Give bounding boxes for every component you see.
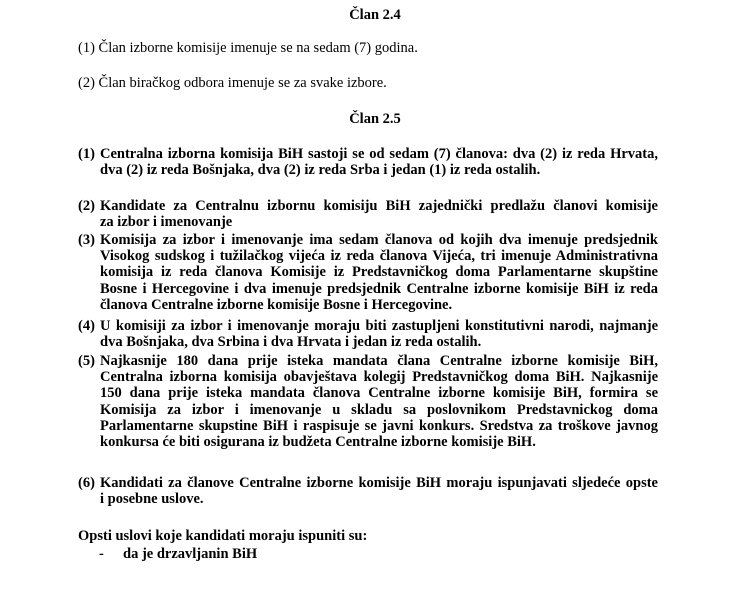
item-line: za izbor i imenovanje: [100, 214, 233, 231]
article-2-4-paragraph-2: (2) Član biračkog odbora imenuje se za svake izbore.: [78, 75, 387, 91]
item-line: Bosne i Hercegovine i dva imenuje predsjednik Centralne izborne komisije BiH iz reda: [100, 280, 658, 297]
item-line: 150 dana prije isteka mandata članova Centralne izborne komisije BiH, formira se: [100, 385, 658, 402]
item-number: (5): [78, 353, 95, 369]
item-line: U komisiji za izbor i imenovanje moraju biti zastupljeni konstitutivni narodi, najmanje: [100, 318, 658, 334]
item-number: (1): [78, 146, 95, 162]
item-line: Kandidati za članove Centralne izborne komisije BiH moraju ispunjavati sljedeće opste: [100, 475, 658, 491]
article-2-5-heading: Član 2.5: [349, 111, 401, 127]
article-2-5-item-5: [78, 353, 658, 450]
article-2-4-heading: Član 2.4: [349, 7, 401, 23]
general-conditions-intro: Opsti uslovi koje kandidati moraju ispuniti su:: [78, 528, 368, 544]
article-2-5-item-3: [78, 232, 658, 313]
item-line: Parlamentarne skupstine BiH i raspisuje se javni konkurs. Sredstva za troškove javnog: [100, 417, 658, 434]
item-number: (6): [78, 475, 95, 491]
item-line: Komisija za izbor i imenovanje ima sedam članova od kojih dva imenuje predsjednik: [100, 232, 658, 248]
bullet-text: da je drzavljanin BiH: [123, 546, 258, 562]
item-line: komisija iz reda članova Komisije iz Predstavničkog doma Parlamentarne skupštine: [100, 264, 658, 281]
article-2-4-paragraph-1: (1) Član izborne komisije imenuje se na sedam (7) godina.: [78, 40, 418, 56]
item-line: Komisija za izbor i imenovanje u skladu sa poslovnikom Predstavnickog doma: [100, 401, 658, 418]
article-2-5-item-4: [78, 318, 658, 350]
article-2-5-item-1: [78, 146, 658, 178]
item-number: (4): [78, 318, 95, 334]
item-line: Centralna izborna komisija BiH sastoji se od sedam (7) članova: dva (2) iz reda Hrvata,: [100, 146, 658, 162]
item-line: Centralna izborna komisija obavještava kolegij Predstavničkog doma BiH. Najkasnije: [100, 369, 658, 386]
item-line: Visokog sudskog i tužilačkog vijeća iz reda članova Vijeća, tri imenuje Administrativna: [100, 248, 658, 265]
bullet-dash: -: [99, 546, 104, 562]
item-line: dva (2) iz reda Bošnjaka, dva (2) iz reda Srba i jedan (1) iz reda ostalih.: [100, 162, 541, 179]
item-line: i posebne uslove.: [100, 491, 204, 508]
item-line: dva Bošnjaka, dva Srbina i dva Hrvata i jedan iz reda ostalih.: [100, 334, 482, 351]
article-2-5-item-6: [78, 475, 658, 507]
condition-bullet: [99, 545, 257, 563]
article-2-5-item-2: [78, 198, 658, 230]
item-number: (2): [78, 198, 95, 214]
item-line: Kandidate za Centralnu izbornu komisiju BiH zajednički predlažu članovi komisije: [100, 198, 658, 214]
item-number: (3): [78, 232, 95, 248]
item-line: Najkasnije 180 dana prije isteka mandata člana Centralne izborne komisije BiH,: [100, 353, 658, 369]
item-line: članova Centralne izborne komisije Bosne i Hercegovine.: [100, 296, 453, 313]
item-line: konkursa će biti osigurana iz budžeta Centralne izborne komisije BiH.: [100, 433, 536, 450]
